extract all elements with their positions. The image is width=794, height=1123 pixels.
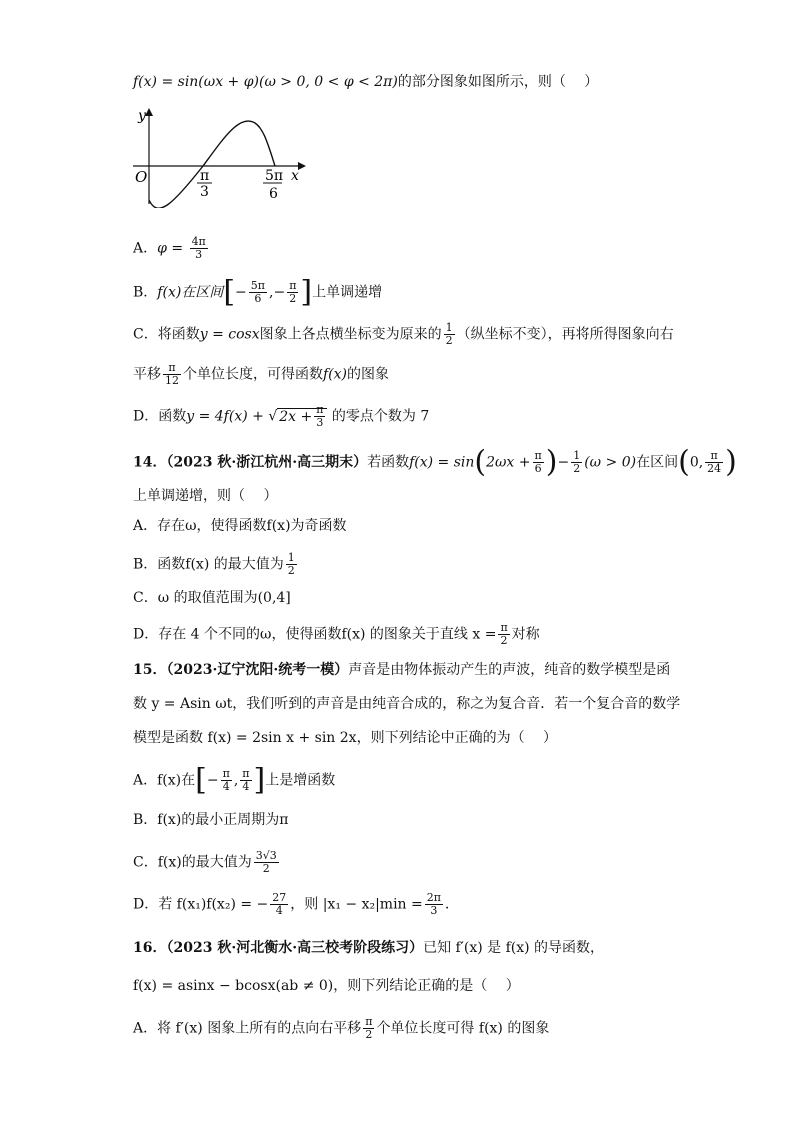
q14-option-a: A．存在ω，使得函数f(x)为奇函数 [133,518,347,534]
q14-option-c: C．ω 的取值范围为(0,4] [133,590,291,606]
q15-option-c: C．f(x)的最大值为 $\frac{3√3}{2}$ [133,849,277,875]
q15-stem-line1: 15．（2023·辽宁沈阳·统考一模）声音是由物体振动产生的声波，纯音的数学模型是函 [133,662,671,678]
q13-option-a: A．φ = $\frac{4\pi}{3}$ [133,235,206,261]
q14-stem-line2: 上单调递增，则（ ） [133,488,278,504]
q13-option-c-line1: C．将函数y = cosx图象上各点横坐标变为原来的 $\frac{1}{2}$ （纵坐标不变），再将所得图象向右 [133,321,674,347]
q13-stem-text: 的部分图象如图所示，则（ ） [397,74,599,90]
tick-5pi-6-num: 5π [265,168,284,184]
tick-pi-3-den: 3 [200,184,209,200]
q15-stem-line2: 数 y = Asin ωt，我们听到的声音是由纯音合成的，称之为复合音．若一个复合音的数学 [133,696,681,712]
q15-option-d: D．若 f(x₁)f(x₂) = − $\frac{27}{4}$ ，则 |x₁ − x₂|min = $\frac{2\pi}{3}$ ． [133,891,459,917]
tick-pi-3-num: π [200,168,210,184]
x-label: x [291,168,299,184]
q14-stem: 14．（2023 秋·浙江杭州·高三期末）若函数f(x) = sin(2ωx + $\frac{\pi}{6}$ )− $\frac{1}{2}$ (ω > 0)在区间(0, $\frac{\pi}{24}$ ) [133,444,737,480]
q16-option-a: A．将 f′(x) 图象上所有的点向右平移 $\frac{\pi}{2}$ 个单位长度可得 f(x) 的图象 [133,1015,550,1041]
tick-5pi-6-den: 6 [269,186,278,202]
q15-stem-line3: 模型是函数 f(x) = 2sin x + sin 2x，则下列结论中正确的为（ ） [133,730,558,746]
q13-option-b: B．f(x)在区间[− $\frac{5\pi}{6}$ ,− $\frac{\pi}{2}$ ]上单调递增 [133,274,383,310]
q13-option-d: D．函数y = 4f(x) + √ 2x + $\frac{\pi}{3}$ 的零点个数为 7 [133,403,430,429]
q16-stem-line2: f(x) = asinx − bcosx(ab ≠ 0)，则下列结论正确的是（ ） [133,978,520,994]
origin-label: O [135,168,148,186]
q15-option-b: B．f(x)的最小正周期为π [133,812,289,828]
y-axis-arrow [145,108,153,116]
q14-option-b: B．函数f(x) 的最大值为 $\frac{1}{2}$ [133,551,295,577]
q13-stem [133,72,598,92]
y-label: y [138,108,146,124]
q14-option-d: D．存在 4 个不同的ω，使得函数f(x) 的图象关于直线 x = $\frac{\pi}{2}$ 对称 [133,621,540,647]
q13-option-c-line2: 平移 $\frac{\pi}{12}$ 个单位长度，可得函数f(x)的图象 [133,361,390,387]
q15-option-a: A．f(x)在[− $\frac{\pi}{4}$ , $\frac{\pi}{4}$ ]上是增函数 [133,762,336,798]
q16-stem-line1: 16．（2023 秋·河北衡水·高三校考阶段练习）已知 f′(x) 是 f(x) 的导函数， [133,940,605,956]
q13-sine-graph [128,104,308,208]
q13-function: f(x) = sin(ωx + φ)(ω > 0, 0 < φ < 2π) [133,74,398,90]
x-axis-arrow [298,162,306,170]
sine-curve [149,121,275,208]
